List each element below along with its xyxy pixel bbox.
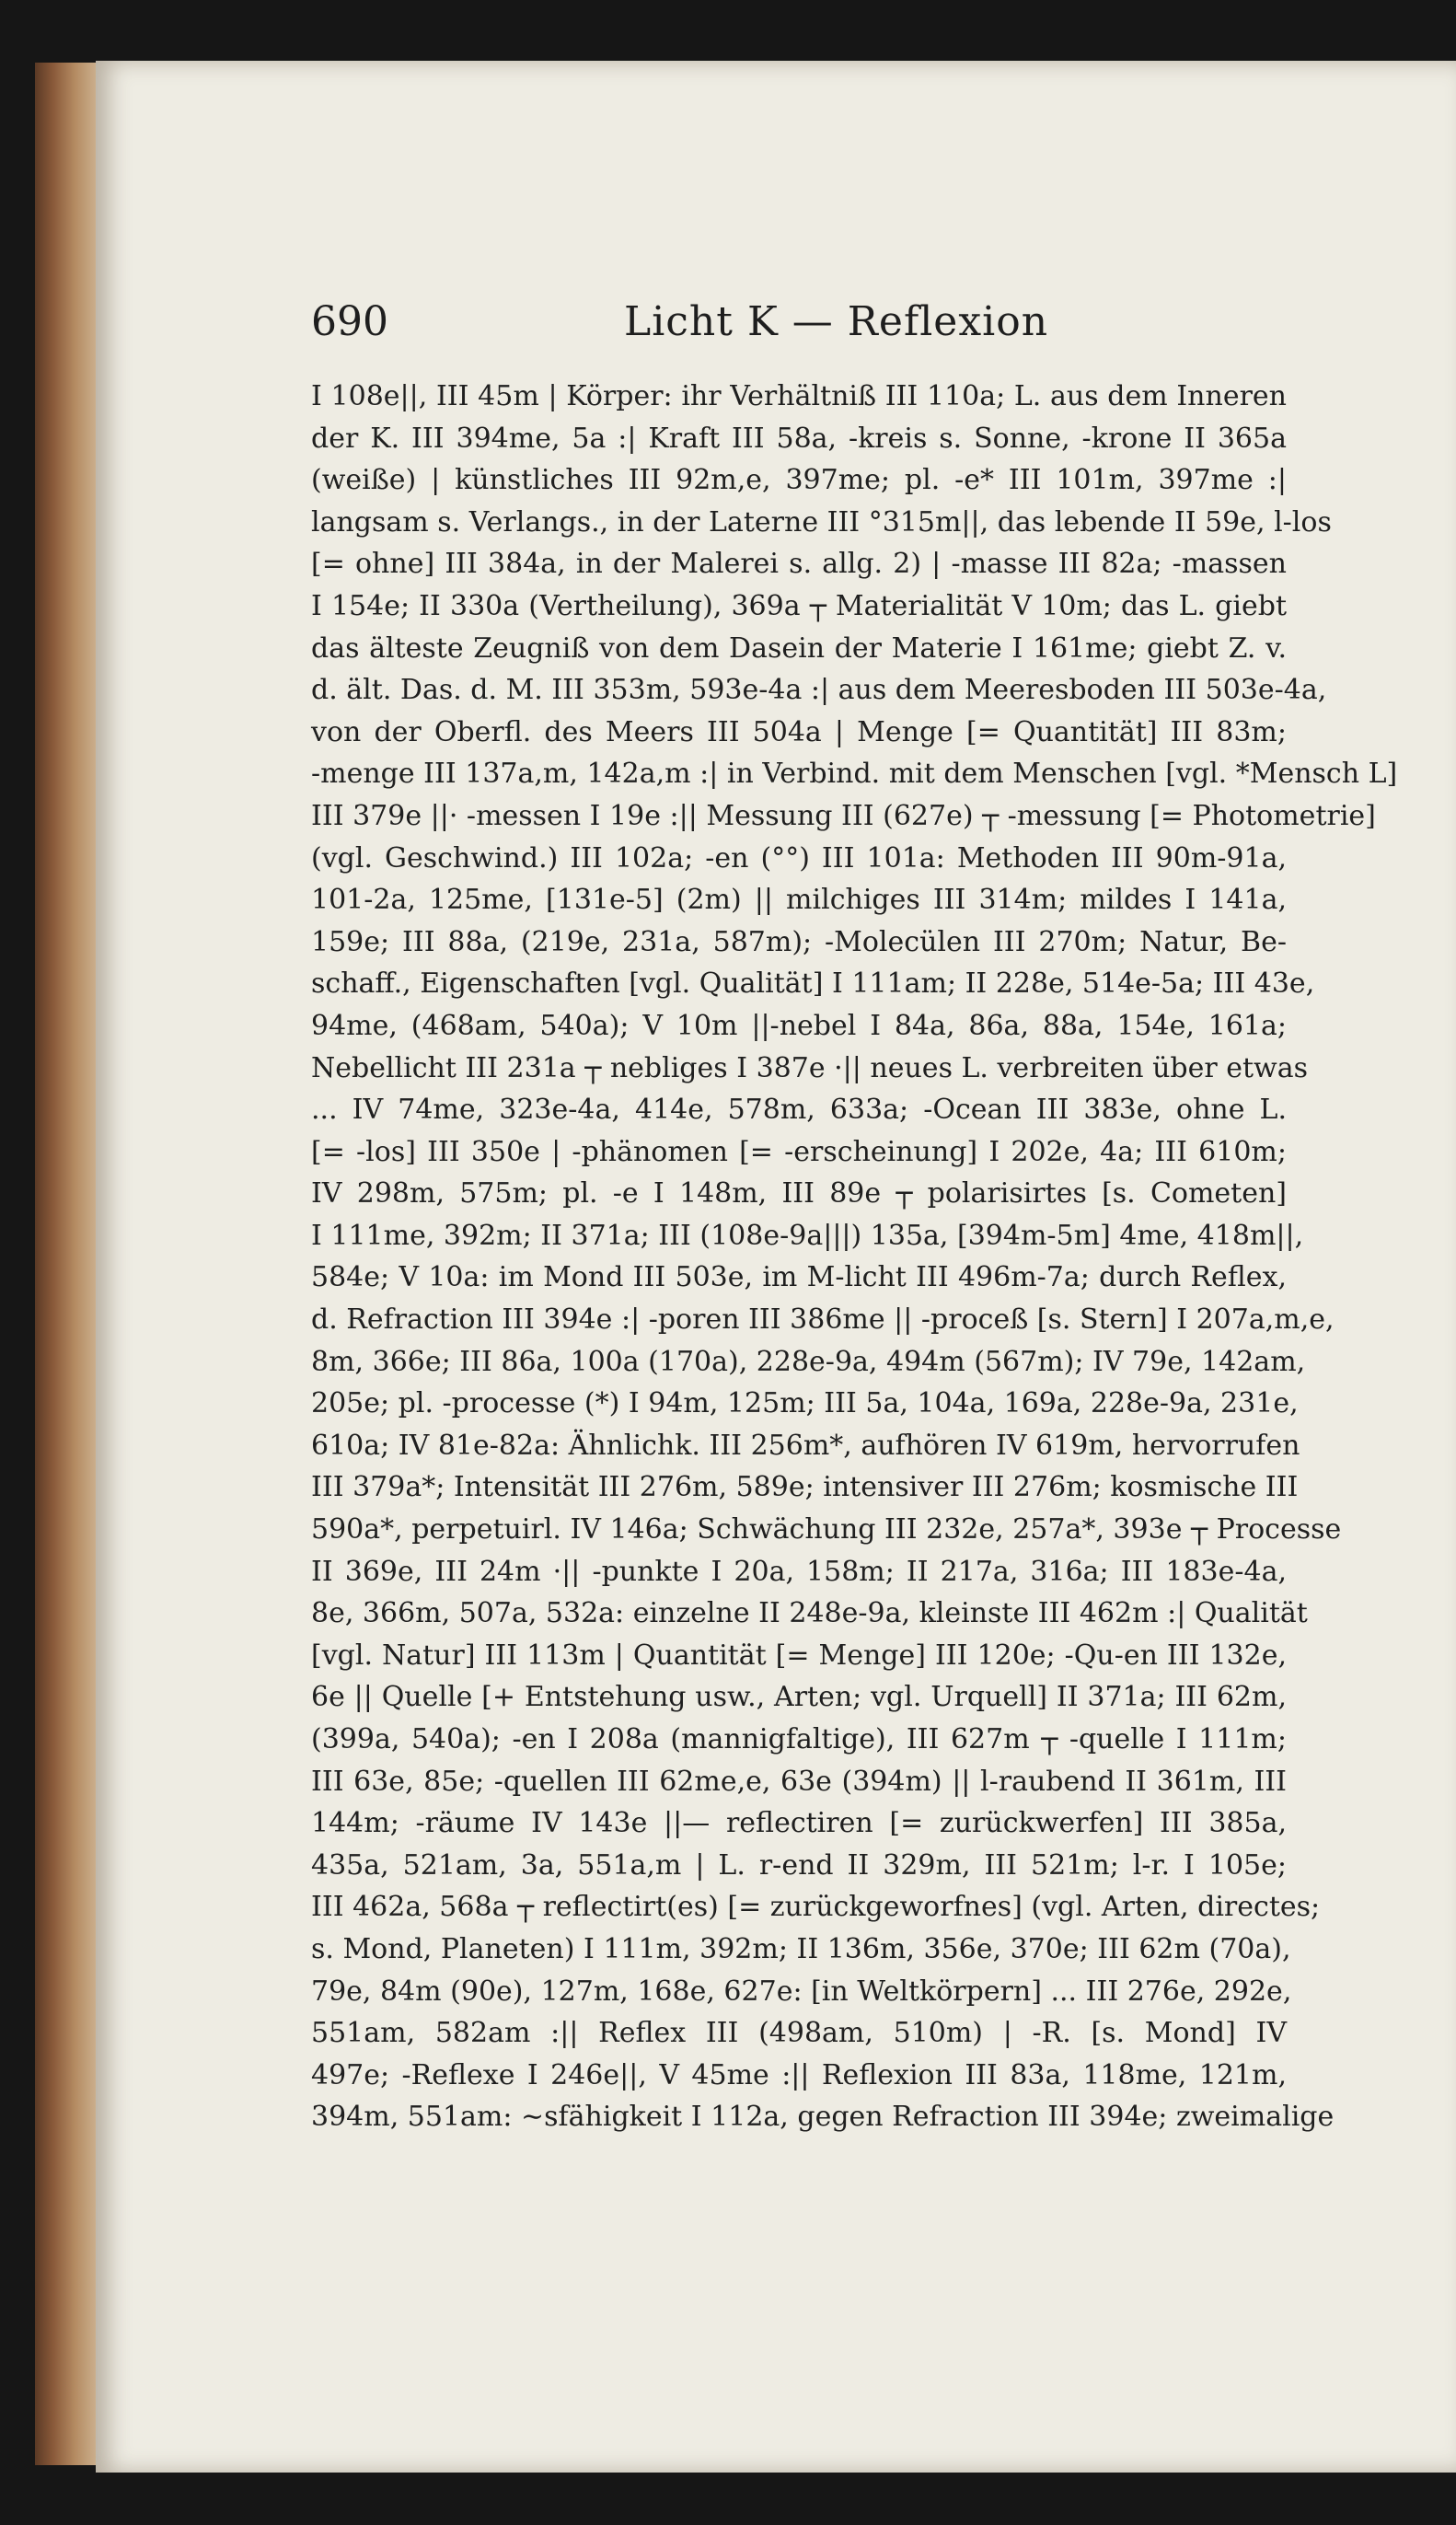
text-line: -menge III 137a,m, 142a,m :| in Verbind. mit dem Menschen [vgl. *Mensch L] bbox=[311, 758, 1398, 791]
text-line: der K. III 394me, 5a :| Kraft III 58a, -kreis s. Sonne, -krone II 365a bbox=[311, 422, 1287, 455]
text-line: I 108e||, III 45m | Körper: ihr Verhältniß III 110a; L. aus dem Inneren bbox=[311, 380, 1287, 412]
text-line: das älteste Zeugniß von dem Dasein der Materie I 161me; giebt Z. v. bbox=[311, 631, 1287, 665]
text-line: 94me, (468am, 540a); V 10m ||-nebel I 84a, 86a, 88a, 154e, 161a; bbox=[311, 1009, 1287, 1042]
text-line: (vgl. Geschwind.) III 102a; -en (°°) III 101a: Methoden III 90m-91a, bbox=[311, 841, 1287, 874]
text-line: langsam s. Verlangs., in der Laterne III °315m||, das lebende II 59e, l-los bbox=[311, 505, 1332, 539]
text-line: 159e; III 88a, (219e, 231a, 587m); -Molecülen III 270m; Natur, Be- bbox=[311, 925, 1287, 958]
text-line: d. Refraction III 394e :| -poren III 386me || -proceß [s. Stern] I 207a,m,e, bbox=[311, 1303, 1335, 1337]
text-line: d. ält. Das. d. M. III 353m, 593e-4a :| aus dem Meeresboden III 503e-4a, bbox=[311, 674, 1327, 707]
page-header bbox=[311, 295, 1287, 350]
text-line: 551am, 582am :|| Reflex III (498am, 510m) | -R. [s. Mond] IV bbox=[311, 2017, 1287, 2050]
text-line: 8e, 366m, 507a, 532a: einzelne II 248e-9a, kleinste III 462m :| Qualität bbox=[311, 1597, 1308, 1630]
text-line: I 154e; II 330a (Vertheilung), 369a ┬ Materialität V 10m; das L. giebt bbox=[311, 589, 1287, 622]
text-line: (weiße) | künstliches III 92m,e, 397me; pl. -e* III 101m, 397me :| bbox=[311, 464, 1287, 497]
text-line: von der Oberfl. des Meers III 504a | Menge [= Quantität] III 83m; bbox=[311, 715, 1287, 748]
text-line: ... IV 74me, 323e-4a, 414e, 578m, 633a; -Ocean III 383e, ohne L. bbox=[311, 1094, 1287, 1127]
index-entries bbox=[311, 376, 1398, 2138]
text-line: schaff., Eigenschaften [vgl. Qualität] I 111am; II 228e, 514e-5a; III 43e, bbox=[311, 967, 1315, 1001]
text-line: 101-2a, 125me, [131e-5] (2m) || milchiges III 314m; mildes I 141a, bbox=[311, 884, 1287, 917]
text-line: [= -los] III 350e | -phänomen [= -erscheinung] I 202e, 4a; III 610m; bbox=[311, 1135, 1287, 1168]
text-line: 497e; -Reflexe I 246e||, V 45me :|| Reflexion III 83a, 118me, 121m, bbox=[311, 2058, 1287, 2091]
text-line: 590a*, perpetuirl. IV 146a; Schwächung III 232e, 257a*, 393e ┬ Processe bbox=[311, 1513, 1342, 1546]
text-line: I 111me, 392m; II 371a; III (108e-9a|||) 135a, [394m-5m] 4me, 418m||, bbox=[311, 1219, 1304, 1252]
text-line: IV 298m, 575m; pl. -e I 148m, III 89e ┬ polarisirtes [s. Cometen] bbox=[311, 1177, 1287, 1210]
text-line: 6e || Quelle [+ Entstehung usw., Arten; vgl. Urquell] II 371a; III 62m, bbox=[311, 1681, 1287, 1714]
text-line: 610a; IV 81e-82a: Ähnlichk. III 256m*, aufhören IV 619m, hervorrufen bbox=[311, 1429, 1300, 1462]
page-number: 690 bbox=[311, 298, 388, 345]
text-line: 144m; -räume IV 143e ||— reflectiren [= zurückwerfen] III 385a, bbox=[311, 1807, 1287, 1840]
text-line: III 379e ||· -messen I 19e :|| Messung III (627e) ┬ -messung [= Photometrie] bbox=[311, 799, 1376, 832]
text-line: III 379a*; Intensität III 276m, 589e; intensiver III 276m; kosmische III bbox=[311, 1471, 1299, 1504]
text-line: [= ohne] III 384a, in der Malerei s. allg. 2) | -masse III 82a; -massen bbox=[311, 548, 1287, 581]
text-line: (399a, 540a); -en I 208a (mannigfaltige), III 627m ┬ -quelle I 111m; bbox=[311, 1723, 1287, 1755]
text-line: 205e; pl. -processe (*) I 94m, 125m; III 5a, 104a, 169a, 228e-9a, 231e, bbox=[311, 1387, 1299, 1420]
text-line: III 462a, 568a ┬ reflectirt(es) [= zurückgeworfnes] (vgl. Arten, directes; bbox=[311, 1891, 1321, 1924]
text-line: 435a, 521am, 3a, 551a,m | L. r-end II 329m, III 521m; l-r. I 105e; bbox=[311, 1848, 1287, 1882]
text-line: 584e; V 10a: im Mond III 503e, im M-licht III 496m-7a; durch Reflex, bbox=[311, 1261, 1287, 1294]
text-line: 394m, 551am: ∼sfähigkeit I 112a, gegen Refraction III 394e; zweimalige bbox=[311, 2101, 1335, 2134]
text-line: 79e, 84m (90e), 127m, 168e, 627e: [in Weltkörpern] ... III 276e, 292e, bbox=[311, 1975, 1292, 2008]
text-line: s. Mond, Planeten) I 111m, 392m; II 136m, 356e, 370e; III 62m (70a), bbox=[311, 1932, 1291, 1965]
text-line: Nebellicht III 231a ┬ nebliges I 387e ·|| neues L. verbreiten über etwas bbox=[311, 1051, 1309, 1084]
text-line: II 369e, III 24m ·|| -punkte I 20a, 158m; II 217a, 316a; III 183e-4a, bbox=[311, 1555, 1287, 1588]
running-title: Licht K — Reflexion bbox=[624, 298, 1049, 345]
text-line: [vgl. Natur] III 113m | Quantität [= Menge] III 120e; -Qu-en III 132e, bbox=[311, 1639, 1287, 1672]
text-line: III 63e, 85e; -quellen III 62me,e, 63e (394m) || l-raubend II 361m, III bbox=[311, 1765, 1287, 1798]
text-line: 8m, 366e; III 86a, 100a (170a), 228e-9a, 494m (567m); IV 79e, 142am, bbox=[311, 1345, 1306, 1378]
